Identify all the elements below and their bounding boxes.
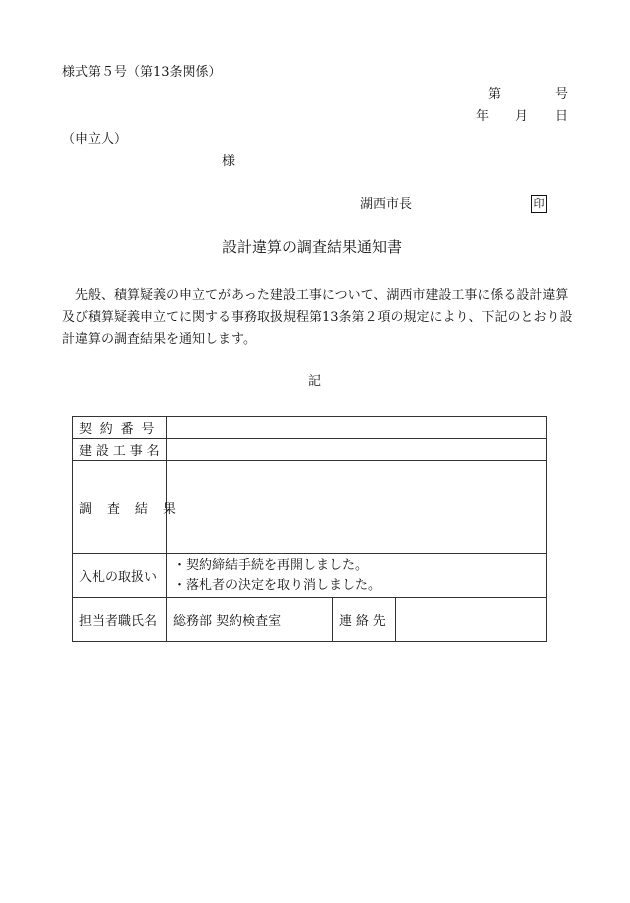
bid-handling-options bbox=[167, 554, 547, 598]
table-row bbox=[73, 598, 547, 642]
number-dai: 第 bbox=[488, 87, 502, 102]
contact-value[interactable] bbox=[396, 598, 547, 642]
staff-value[interactable]: 総務部 契約検査室 bbox=[167, 598, 333, 642]
table-row bbox=[73, 439, 547, 461]
contact-label: 連絡先 bbox=[333, 598, 396, 642]
table-row bbox=[73, 554, 547, 598]
body-paragraph: 先般、積算疑義の申立てがあった建設工事について、湖西市建設工事に係る設計違算及び積算疑義申立てに関する事務取扱規程第13条第２項の規定により、下記のとおり設計違算の調査結果を通知します。 bbox=[62, 288, 573, 347]
applicant-label: （申立人） bbox=[62, 132, 128, 147]
seal-mark: 印 bbox=[531, 195, 547, 213]
bid-handling-label: 入札の取扱い bbox=[73, 554, 167, 598]
contract-no-label: 契約番号 bbox=[73, 417, 167, 439]
table-row bbox=[73, 461, 547, 554]
date-year: 年 bbox=[476, 109, 490, 124]
number-gou: 号 bbox=[555, 87, 569, 102]
document-title: 設計違算の調査結果通知書 bbox=[222, 238, 403, 256]
ki-heading: 記 bbox=[308, 374, 322, 389]
date-day: 日 bbox=[555, 109, 569, 124]
table-row bbox=[73, 417, 547, 439]
form-label: 様式第５号（第13条関係） bbox=[62, 65, 222, 80]
bid-option-cancel[interactable]: ・落札者の決定を取り消しました。 bbox=[173, 577, 382, 593]
contract-no-value[interactable] bbox=[167, 417, 547, 439]
project-name-label: 建設工事名 bbox=[73, 439, 167, 461]
project-name-value[interactable] bbox=[167, 439, 547, 461]
date-month: 月 bbox=[515, 109, 529, 124]
bid-option-resume[interactable]: ・契約締結手続を再開しました。 bbox=[173, 557, 369, 573]
issuer-name: 湖西市長 bbox=[360, 197, 413, 212]
result-table bbox=[72, 416, 547, 642]
applicant-sama: 様 bbox=[222, 154, 236, 169]
result-value[interactable] bbox=[167, 461, 547, 554]
result-label: 調査結果 bbox=[73, 461, 167, 554]
staff-label: 担当者職氏名 bbox=[73, 598, 167, 642]
